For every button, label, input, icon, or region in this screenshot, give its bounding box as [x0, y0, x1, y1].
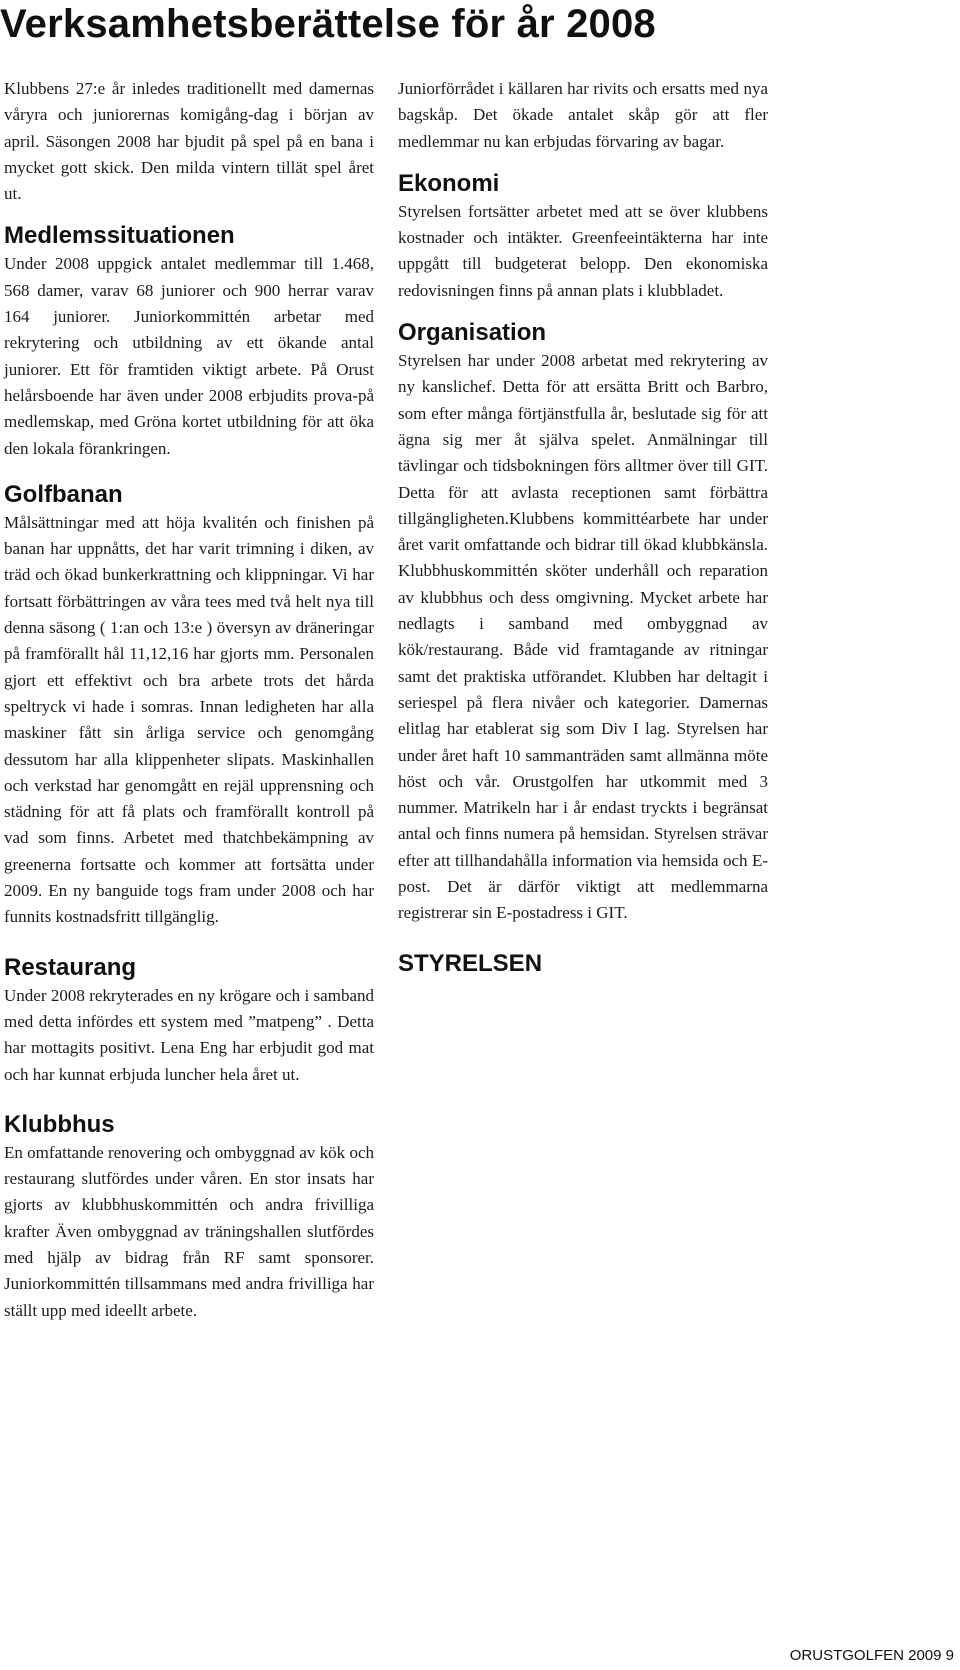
body-medlemssituationen: Under 2008 uppgick antalet medlemmar till 1.468, 568 damer, varav 68 juniorer och 900 herrar varav 164 juniorer. Juniorkommittén arbetar med rekrytering och utbildning av ett ökande antal juniorer. Ett för framtiden viktigt arbete. På Orust helårsboende har även under 2008 erbjudits prova-på medlemskap, med Gröna kortet utbildning för att öka den lokala förankringen. — [4, 254, 374, 458]
signature: STYRELSEN — [398, 949, 543, 977]
body-golfbanan: Målsättningar med att höja kvalitén och finishen på banan har uppnåtts, det har varit trimning i diken, av träd och ökad bunkerkrattning och klippningar. Vi har fortsatt förbättringen av våra tees med två helt nya till denna säsong ( 1:an och 13:e ) översyn av dräneringar på framförallt hål 11,12,16 har gjorts mm. Personalen gjort ett effektivt och bra arbete trots det hårda speltryck vi hade i somras. Innan ledigheten har alla maskiner fått sin årliga service och genomgång dessutom har alla klippenheter slipats. Maskinhallen och verkstad har genomgått en rejäl upprensning och städning för att få plats och framförallt kontroll på vad som finns. Arbetet med thatchbekämpning av greenerna fortsatte och kommer att fortsätta under 2009. En ny banguide togs fram under 2008 och har funnits kostnadsfritt tillgänglig. — [4, 512, 374, 927]
heading-golfbanan: Golfbanan — [4, 480, 123, 508]
left-column — [4, 76, 374, 1324]
right-column — [398, 76, 768, 979]
page-footer: ORUSTGOLFEN 2009 9 — [789, 1647, 954, 1664]
page-title: Verksamhetsberättelse för år 2008 — [0, 2, 656, 46]
body-ekonomi: Styrelsen fortsätter arbetet med att se över klubbens kostnader och intäkter. Greenfeeintäkterna har inte uppgått till budgeterat belopp. Den ekonomiska redovisningen finns på annan plats i klubbladet. — [398, 201, 768, 300]
intro-paragraph: Klubbens 27:e år inledes traditionellt med damernas våryra och juniorernas komigång-dag i början av april. Säsongen 2008 har bjudit på spel på en bana i mycket gott skick. Den milda vintern tillät spel året ut. — [4, 79, 374, 204]
heading-klubbhus: Klubbhus — [4, 1110, 115, 1138]
body-klubbhus: En omfattande renovering och ombyggnad av kök och restaurang slutfördes under våren. En stor insats har gjorts av klubbhuskommittén och andra frivilliga krafter Även ombyggnad av träningshallen slutfördes med hjälp av bidrag från RF samt sponsorer. Juniorkommittén tillsammans med andra frivilliga har ställt upp med ideellt arbete. — [4, 1142, 374, 1320]
body-restaurang: Under 2008 rekryterades en ny krögare och i samband med detta infördes ett system med ”matpeng” . Detta har mottagits positivt. Lena Eng har erbjudit god mat och har kunnat erbjuda luncher hela året ut. — [4, 985, 374, 1084]
body-organisation: Styrelsen har under 2008 arbetat med rekrytering av ny kanslichef. Detta för att ersätta Britt och Barbro, som efter många förtjänstfulla år, beslutade sig för att ägna sig mer åt själva spelet. Anmälningar till tävlingar och tidsbokningen förs alltmer över till GIT. Detta för att avlasta receptionen samt förbättra tillgängligheten.Klubbens kommittéarbete har under året varit omfattande och bidrar till ökad klubbkänsla. Klubbhuskommittén sköter underhåll och reparation av klubbhus och dess omgivning. Mycket arbete har nedlagts i samband med ombyggnad av kök/restaurang. Både vid framtagande av ritningar samt det praktiska utförandet. Klubben har deltagit i seriespel på flera nivåer och kategorier. Damernas elitlag har etablerat sig som Div I lag. Styrelsen har under året haft 10 sammanträden samt allmänna möte höst och vår. Orustgolfen har utkommit med 3 nummer. Matrikeln har i år endast tryckts i begränsat antal och finns numera på hemsidan. Styrelsen strävar efter att tillhandahålla information via hemsida och E-post. Det är därför viktigt att medlemmarna registrerar sin E-postadress i GIT. — [398, 351, 768, 923]
heading-organisation: Organisation — [398, 319, 547, 347]
heading-restaurang: Restaurang — [4, 953, 137, 981]
right-intro-paragraph: Juniorförrådet i källaren har rivits och ersatts med nya bagskåp. Det ökade antalet skåp gör att fler medlemmar nu kan erbjudas förvaring av bagar. — [398, 79, 768, 151]
heading-medlemssituationen: Medlemssituationen — [4, 222, 235, 250]
heading-ekonomi: Ekonomi — [398, 169, 500, 197]
